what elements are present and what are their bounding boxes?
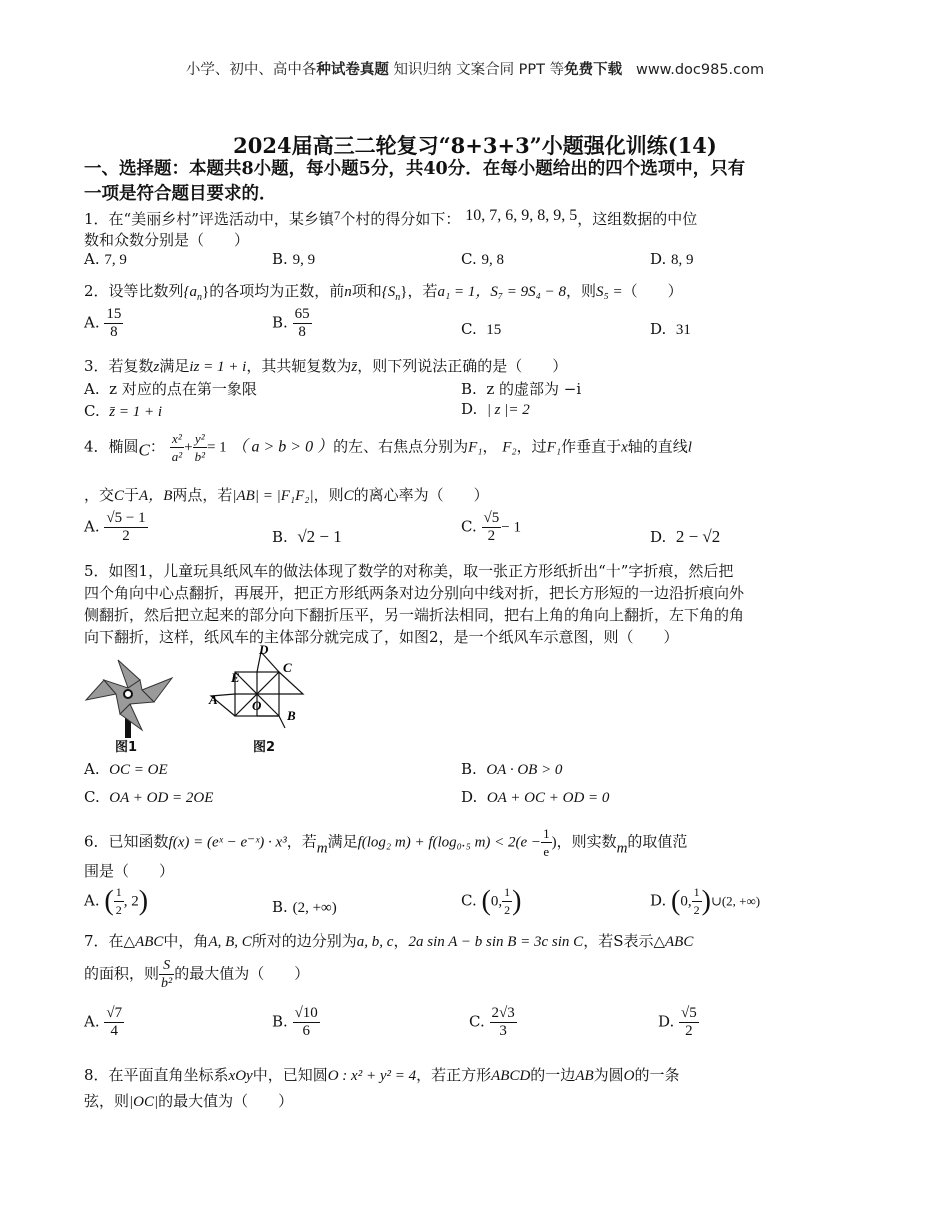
question-1-stem-line2: 数和众数分别是（ ）: [84, 231, 250, 249]
q7-option-d[interactable]: D. $\frac{√5}{2}$: [658, 1005, 697, 1039]
q5-option-a[interactable]: A. OC = OE: [84, 760, 168, 778]
q7-option-b[interactable]: B. $\frac{√10}{6}$: [272, 1005, 318, 1039]
q6-option-b[interactable]: B. (2, +∞): [272, 898, 337, 916]
section-heading-line2: 一项是符合题目要求的．: [84, 184, 277, 204]
page-title: 2024届高三二轮复习“8+3+3”小题强化训练(14): [233, 133, 717, 158]
q5-option-b[interactable]: B. OA · OB > 0: [461, 760, 563, 778]
question-4-stem: 4．椭圆C： $\frac{\text{x²}}{\text{a²}}$ + $\frac{\text{y²}}{\text{b²}}$ = 1 （ a > b > 0 ）的左、右焦点分别为F₁， F₂，过F₁作垂直于x轴的直线l: [84, 431, 692, 464]
q5-option-d[interactable]: D. OA + OC + OD = 0: [461, 788, 610, 806]
q7-option-a[interactable]: A. $\frac{√7}{4}$: [84, 1005, 123, 1039]
label-O: O: [252, 698, 262, 713]
q6-option-c[interactable]: C. (0, $\frac{1}{2}$ ): [461, 885, 522, 917]
q4-option-a[interactable]: A. $\frac{√5 - 1}{2}$: [84, 510, 146, 544]
question-6-stem-line2: 围是（ ）: [84, 862, 175, 880]
question-4-stem-line2: ，交C于A，B两点，若|AB| = |F₁F₂|，则C的离心率为（ ）: [84, 486, 489, 504]
figure-2-diagram: [205, 642, 315, 734]
question-8-stem: 8．在平面直角坐标系xOy中，已知圆O : x² + y² = 4，若正方形ABCD的一边AB为圆O的一条: [84, 1066, 680, 1084]
q6-option-d[interactable]: D. (0, $\frac{1}{2}$ )∪(2, +∞): [650, 885, 761, 917]
label-D: D: [259, 642, 269, 657]
q6-option-a[interactable]: A. ( $\frac{1}{2}$ , 2): [84, 885, 149, 917]
label-E: E: [231, 670, 240, 685]
figure-1-caption: 图1: [115, 740, 138, 755]
q1-option-c[interactable]: C. 9, 8: [461, 250, 504, 268]
question-3-stem: 3．若复数z满足iz = 1 + i，其共轭复数为z̄，则下列说法正确的是（ ）: [84, 357, 568, 375]
q1-option-b[interactable]: B. 9, 9: [272, 250, 316, 268]
q2-option-b[interactable]: B. $\frac{65}{8}$: [272, 306, 310, 340]
question-8-stem-line2: 弦，则|OC|的最大值为（ ）: [84, 1092, 294, 1110]
q2-option-d[interactable]: D. 31: [650, 320, 691, 338]
q5-option-c[interactable]: C. OA + OD = 2OE: [84, 788, 214, 806]
q7-option-c[interactable]: C. $\frac{2√3}{3}$: [469, 1005, 515, 1039]
figure-2-caption: 图2: [253, 740, 276, 755]
q4-option-b[interactable]: B. √2 − 1: [272, 527, 342, 546]
section-heading-line1: 一、选择题：本题共8小题，每小题5分，共40分．在每小题给出的四个选项中，只有: [84, 159, 746, 179]
q3-option-a[interactable]: A. z 对应的点在第一象限: [84, 380, 257, 398]
q3-option-c[interactable]: C. z̄ = 1 + i: [84, 402, 163, 420]
q4-option-d[interactable]: D. 2 − √2: [650, 527, 721, 546]
q1-option-a[interactable]: A. 7, 9: [84, 250, 127, 268]
question-7-stem: 7．在△ABC中，角A, B, C所对的边分别为a, b, c，2a sin A − b sin B = 3c sin C，若S表示△ABC: [84, 932, 694, 950]
q4-option-c[interactable]: C. $\frac{√5}{2}$ − 1: [461, 510, 521, 544]
question-5-line1: 5．如图1，儿童玩具纸风车的做法体现了数学的对称美，取一张正方形纸折出“十”字折痕，然后把: [84, 562, 734, 580]
label-A: A: [209, 692, 218, 707]
question-5-line4: 向下翻折，这样，纸风车的主体部分就完成了，如图2，是一个纸风车示意图，则（ ）: [84, 628, 679, 646]
question-1-stem: 1．在“美丽乡村”评选活动中，某乡镇7个村的得分如下： 10, 7, 6, 9, 8, 9, 5，这组数据的中位: [84, 207, 698, 228]
q3-option-d[interactable]: D. | z |= 2: [461, 400, 530, 418]
q3-option-b[interactable]: B. z 的虚部为 −i: [461, 380, 582, 398]
q1-option-d[interactable]: D. 8, 9: [650, 250, 694, 268]
question-5-line3: 侧翻折，然后把立起来的部分向下翻折压平，另一端折法相同，把右上角的角向上翻折，左下角的角: [84, 606, 745, 624]
q2-option-c[interactable]: C. 15: [461, 320, 502, 338]
label-B: B: [287, 708, 296, 723]
question-7-stem-line2: 的面积，则 $\frac{S}{\text{b²}}$ 的最大值为（ ）: [84, 958, 310, 991]
question-5-line2: 四个角向中心点翻折，再展开，把正方形纸两条对边分别向中线对折，把长方形短的一边沿折痕向外: [84, 584, 745, 602]
q2-option-a[interactable]: A. $\frac{15}{8}$: [84, 306, 122, 340]
question-6-stem: 6．已知函数f(x) = (eˣ − e⁻ˣ) · x³，若m满足f(log₂ m) + f(log₀.₅ m) < 2(e − $\frac{1}{e}$ )，则实数m的取值范: [84, 826, 688, 859]
question-2-stem: 2．设等比数列$\{a_n\}$的各项均为正数，前n项和$\{S_n\}$，若a₁ = 1，S₇ = 9S₄ − 8，则S₅ =（ ）: [84, 282, 683, 303]
site-url[interactable]: www.doc985.com: [635, 62, 765, 78]
site-header: 小学、初中、高中各种试卷真题 知识归纳 文案合同 PPT 等免费下载 www.doc985.com: [185, 62, 765, 78]
label-C: C: [283, 660, 292, 675]
